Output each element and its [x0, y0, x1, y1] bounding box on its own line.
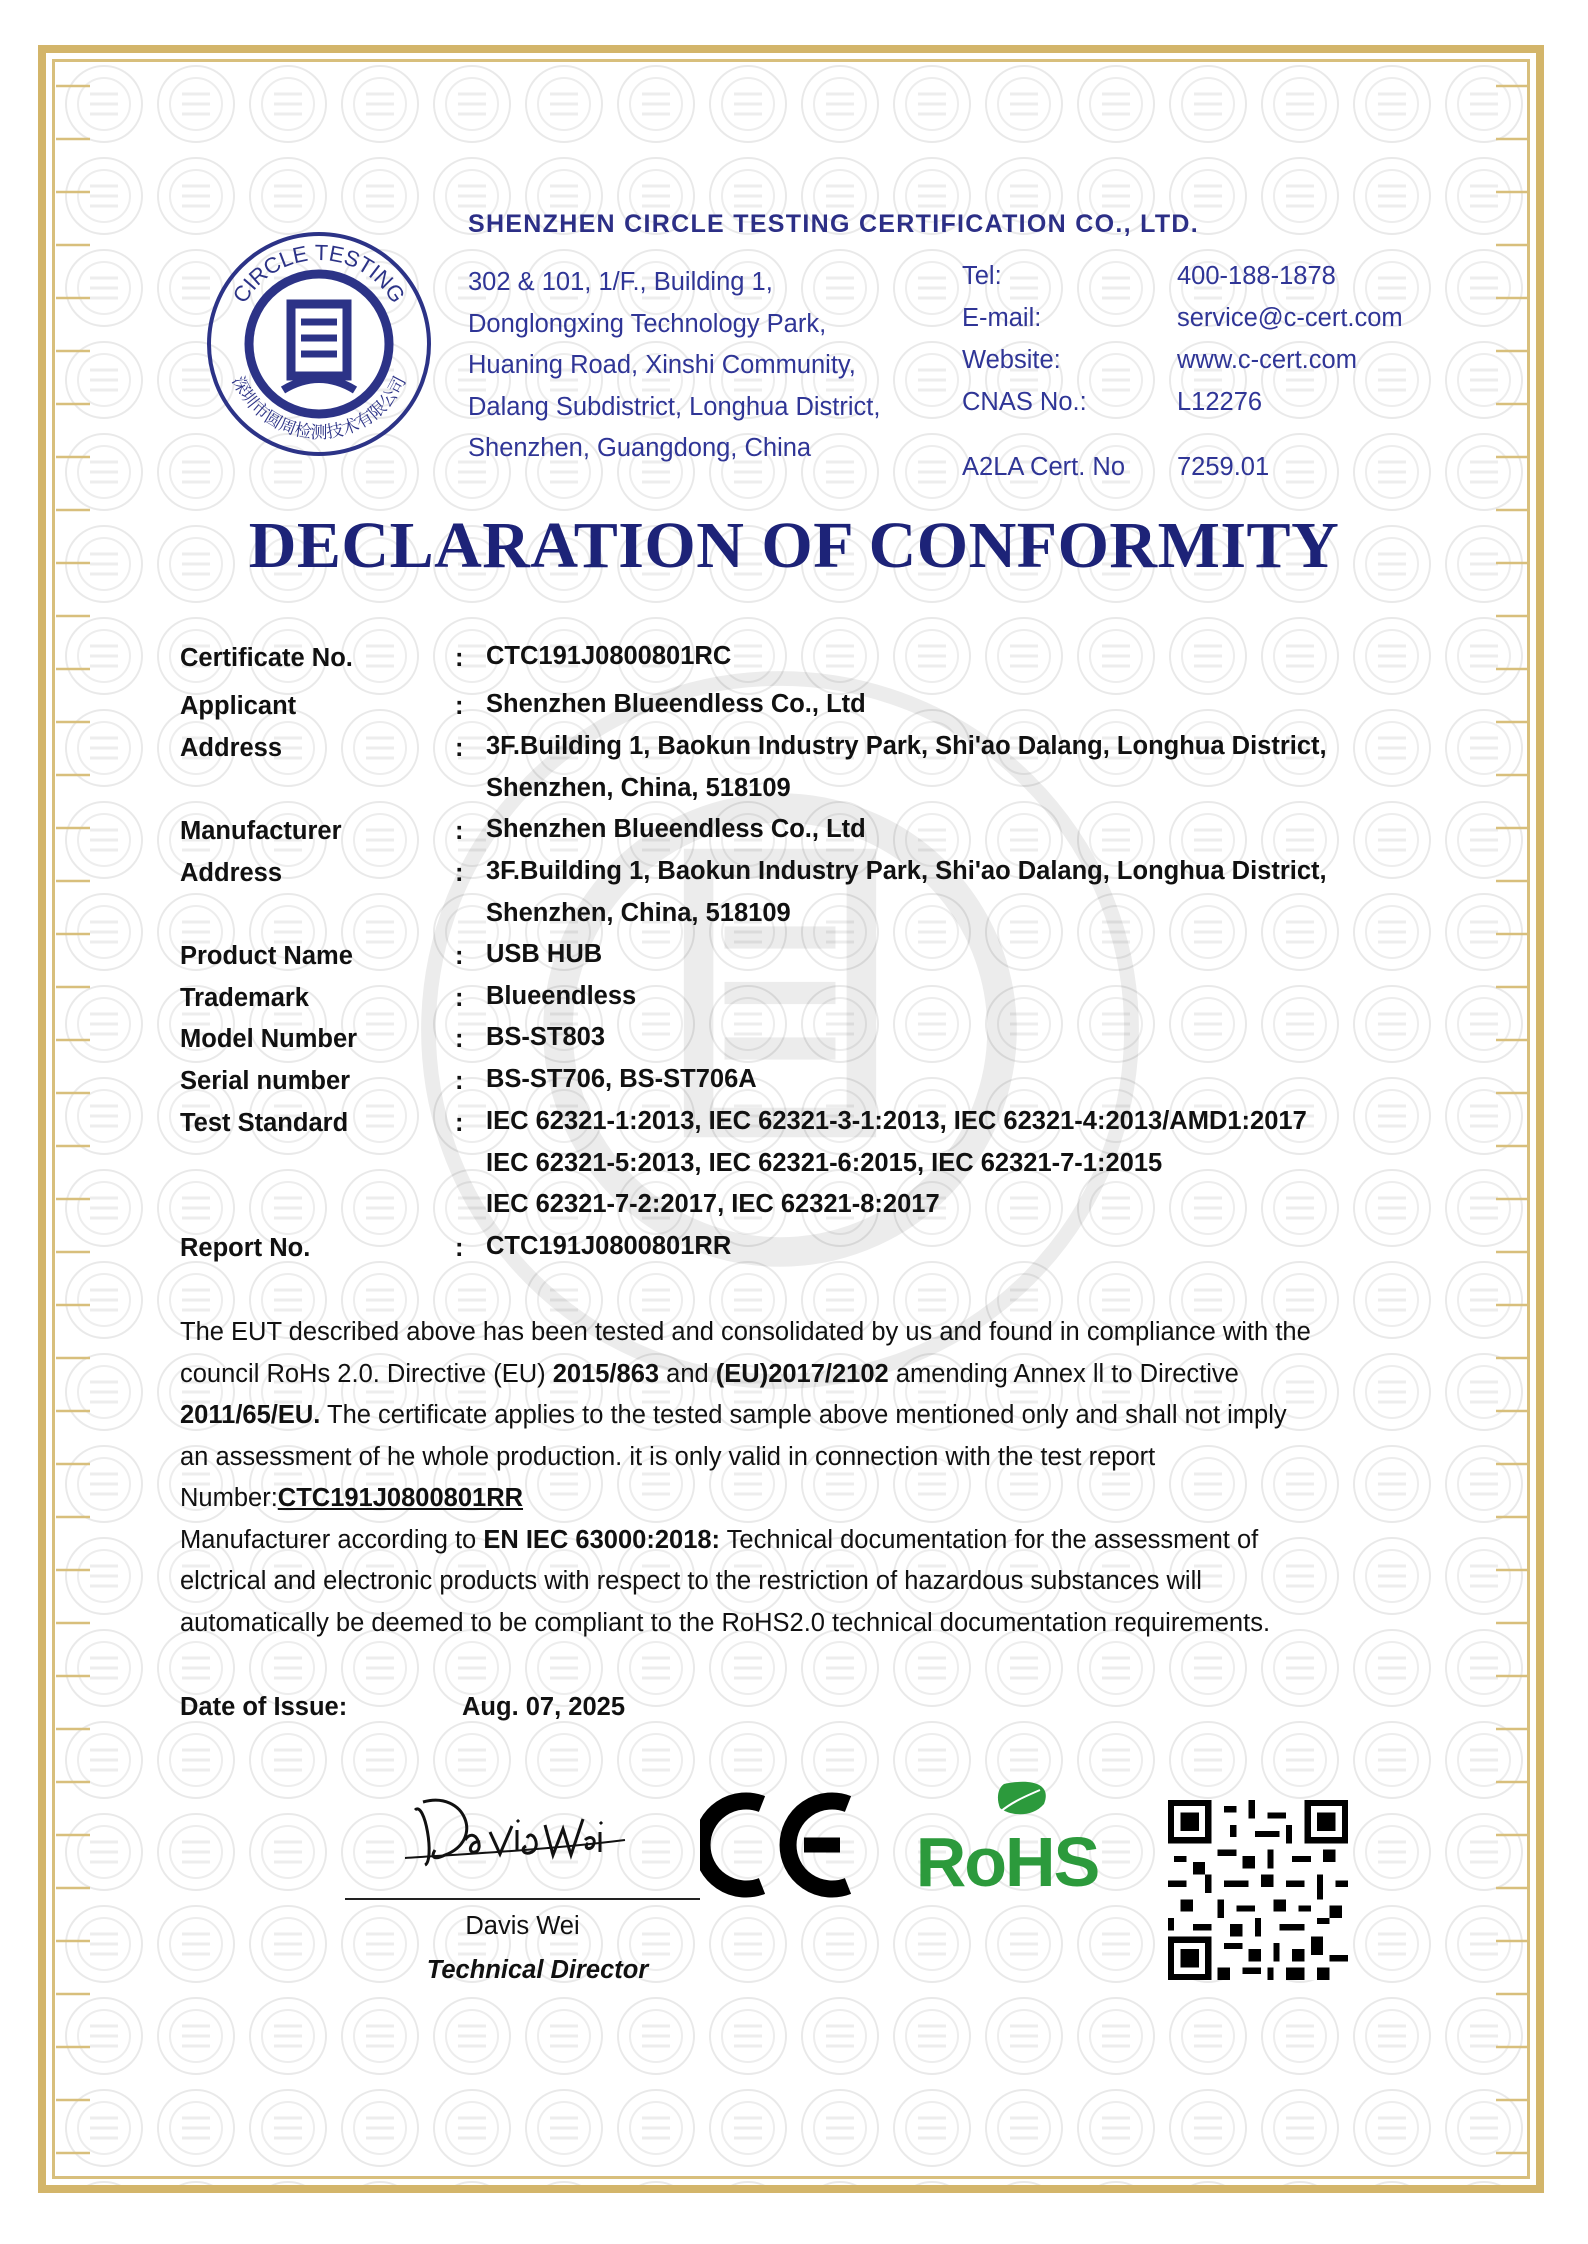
- ce-mark-icon: [700, 1790, 860, 1900]
- statement-line: 2011/65/EU. The certificate applies to the tested sample above mentioned only and shall not imply: [180, 1401, 1287, 1429]
- a2la-label: A2LA Cert. No: [962, 453, 1125, 481]
- company-address-line: Dalang Subdistrict, Longhua District,: [468, 392, 881, 421]
- company-logo-seal: [205, 230, 433, 458]
- statement-line: elctrical and electronic products with respect to the restriction of hazardous substances will: [180, 1567, 1202, 1595]
- tel-label: Tel:: [962, 262, 1002, 290]
- handwritten-signature: [405, 1780, 635, 1880]
- signatory-name: Davis Wei: [465, 1912, 580, 1940]
- field-colon: :: [455, 1234, 464, 1262]
- field-label: Certificate No.: [180, 644, 353, 672]
- field-label: Address: [180, 734, 283, 762]
- cnas-label: CNAS No.:: [962, 388, 1087, 416]
- field-value: 3F.Building 1, Baokun Industry Park, Shi'ao Dalang, Longhua District, Shenzhen, China, 518109: [486, 857, 1327, 927]
- field-label: Serial number: [180, 1067, 351, 1095]
- statement-line: Manufacturer according to EN IEC 63000:2018: Technical documentation for the assessment of: [180, 1525, 1259, 1554]
- right-border-ticks: [1496, 60, 1530, 2178]
- company-address-line: Donglongxing Technology Park,: [468, 309, 827, 338]
- field-label: Trademark: [180, 984, 309, 1012]
- statement-line: Number:CTC191J0800801RR: [180, 1484, 524, 1512]
- field-colon: :: [455, 984, 464, 1012]
- statement-line: The EUT described above has been tested and consolidated by us and found in compliance with the: [180, 1318, 1311, 1346]
- email-label: E-mail:: [962, 304, 1042, 332]
- rohs-logo-icon: [912, 1778, 1102, 1898]
- report-number-link: CTC191J0800801RR: [277, 1484, 524, 1512]
- a2la-value: 7259.01: [1177, 453, 1270, 481]
- field-value: Shenzhen Blueendless Co., Ltd: [486, 815, 866, 843]
- field-value: Shenzhen Blueendless Co., Ltd: [486, 690, 866, 718]
- field-label: Test Standard: [180, 1109, 349, 1137]
- cnas-value: L12276: [1177, 388, 1263, 416]
- company-name: SHENZHEN CIRCLE TESTING CERTIFICATION CO., LTD.: [468, 210, 1199, 238]
- statement-line: automatically be deemed to be compliant to the RoHS2.0 technical documentation requirements.: [180, 1608, 1271, 1637]
- svg-text:深圳市圆周检测技术有限公司: 深圳市圆周检测技术有限公司: [228, 373, 410, 442]
- signature-line: [345, 1898, 700, 1900]
- field-value: CTC191J0800801RR: [486, 1232, 732, 1260]
- field-colon: :: [455, 1067, 464, 1095]
- date-of-issue-value: Aug. 07, 2025: [462, 1693, 625, 1721]
- field-colon: :: [455, 644, 464, 672]
- field-value: BS-ST706, BS-ST706A: [486, 1065, 757, 1093]
- field-label: Address: [180, 859, 283, 887]
- field-colon: :: [455, 942, 464, 970]
- email-value: service@c-cert.com: [1177, 304, 1403, 332]
- qr-code-icon: [1168, 1800, 1348, 1980]
- company-address-line: Shenzhen, Guangdong, China: [468, 434, 812, 462]
- field-value: BS-ST803: [486, 1023, 606, 1051]
- field-colon: :: [455, 692, 464, 720]
- company-address-line: 302 & 101, 1/F., Building 1,: [468, 268, 773, 296]
- document-title: DECLARATION OF CONFORMITY: [248, 509, 1340, 582]
- field-colon: :: [455, 817, 464, 845]
- field-label: Product Name: [180, 942, 353, 970]
- field-colon: :: [455, 1109, 464, 1137]
- website-value: www.c-cert.com: [1177, 346, 1357, 374]
- company-address-line: Huaning Road, Xinshi Community,: [468, 351, 856, 379]
- left-border-ticks: [56, 60, 90, 2178]
- field-label: Report No.: [180, 1234, 311, 1262]
- field-label: Manufacturer: [180, 817, 342, 845]
- website-label: Website:: [962, 346, 1061, 374]
- field-label: Model Number: [180, 1025, 358, 1053]
- field-label: Applicant: [180, 692, 297, 720]
- field-colon: :: [455, 1025, 464, 1053]
- field-value: Blueendless: [486, 982, 637, 1010]
- statement-line: council RoHs 2.0. Directive (EU) 2015/863 and (EU)2017/2102 amending Annex ll to Directive: [180, 1359, 1239, 1388]
- field-colon: :: [455, 734, 464, 762]
- svg-text:CIRCLE TESTING: CIRCLE TESTING: [227, 239, 411, 308]
- field-value: IEC 62321-1:2013, IEC 62321-3-1:2013, IEC 62321-4:2013/AMD1:2017 IEC 62321-5:2013, IEC 62321-6:2015, IEC 62321-7-1:2015 IEC 62321-7-2:2017, IEC 62321-8:2017: [486, 1107, 1307, 1218]
- field-value: CTC191J0800801RC: [486, 642, 732, 670]
- statement-line: an assessment of he whole production. it is only valid in connection with the test report: [180, 1442, 1156, 1471]
- company-address: [468, 262, 880, 470]
- tel-value: 400-188-1878: [1177, 262, 1336, 290]
- signatory-title: Technical Director: [426, 1956, 649, 1984]
- rohs-logo-text: RoHS: [915, 1823, 1099, 1898]
- field-value: USB HUB: [486, 940, 603, 968]
- date-of-issue-label: Date of Issue:: [180, 1693, 348, 1721]
- compliance-statement: [180, 1312, 1440, 1644]
- field-value: 3F.Building 1, Baokun Industry Park, Shi'ao Dalang, Longhua District, Shenzhen, China, 518109: [486, 732, 1327, 802]
- field-colon: :: [455, 859, 464, 887]
